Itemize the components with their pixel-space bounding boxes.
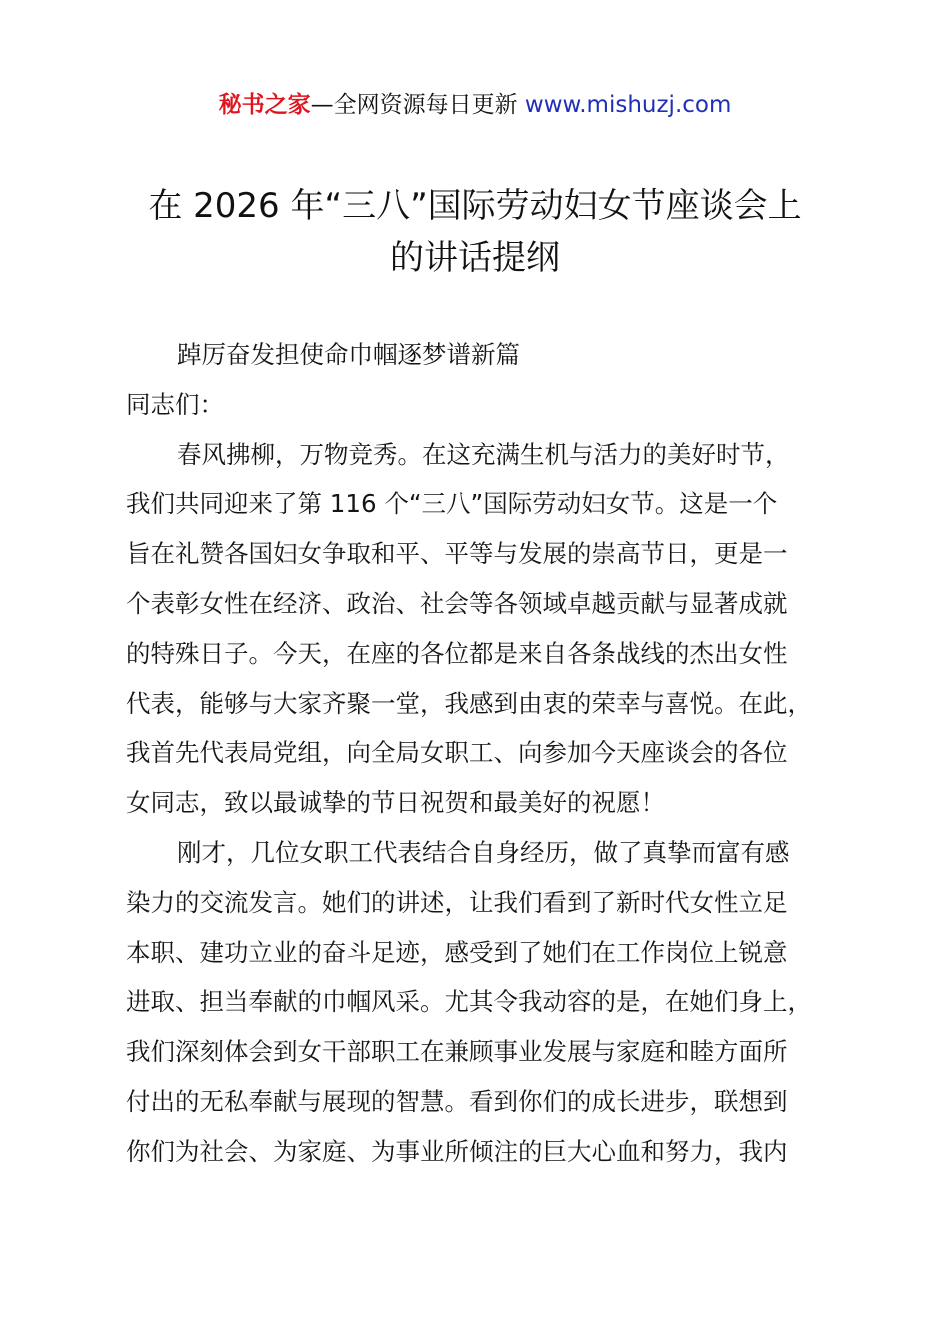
paragraph-line: 我们深刻体会到女干部职工在兼顾事业发展与家庭和睦方面所 (126, 1037, 788, 1067)
paragraph-line: 付出的无私奉献与展现的智慧。看到你们的成长进步，联想到 (126, 1086, 788, 1116)
paragraph-line: 染力的交流发言。她们的讲述，让我们看到了新时代女性立足 (126, 887, 788, 917)
paragraph-line: 春风拂柳，万物竞秀。在这充满生机与活力的美好时节， (177, 439, 790, 469)
paragraph-line: 个表彰女性在经济、政治、社会等各领域卓越贡献与显著成就 (126, 588, 788, 618)
document-title (120, 180, 830, 284)
site-tagline: —全网资源每日更新 (310, 92, 518, 118)
title-line: 的讲话提纲 (390, 238, 560, 278)
greeting: 同志们： (126, 389, 224, 419)
paragraph-line: 旨在礼赞各国妇女争取和平、平等与发展的崇高节日，更是一 (126, 539, 788, 569)
site-url[interactable]: www.mishuzj.com (524, 92, 732, 118)
paragraph-line: 你们为社会、为家庭、为事业所倾注的巨大心血和努力，我内 (126, 1136, 788, 1166)
paragraph-line: 刚才，几位女职工代表结合自身经历，做了真挚而富有感 (177, 837, 790, 867)
document-body (126, 330, 836, 1177)
paragraph-line: 我们共同迎来了第 116 个“三八”国际劳动妇女节。这是一个 (126, 489, 778, 519)
site-brand: 秘书之家 (218, 92, 311, 118)
paragraph-line: 本职、建功立业的奋斗足迹，感受到了她们在工作岗位上锐意 (126, 937, 788, 967)
paragraph-line: 进取、担当奉献的巾帼风采。尤其令我动容的是，在她们身上， (126, 987, 812, 1017)
paragraph-line: 代表，能够与大家齐聚一堂，我感到由衷的荣幸与喜悦。在此， (126, 688, 812, 718)
document-subtitle: 踔厉奋发担使命巾帼逐梦谱新篇 (177, 340, 520, 369)
site-banner (0, 88, 950, 122)
paragraph-line: 的特殊日子。今天，在座的各位都是来自各条战线的杰出女性 (126, 638, 788, 668)
paragraph-line: 我首先代表局党组，向全局女职工、向参加今天座谈会的各位 (126, 738, 788, 768)
title-line: 在 2026 年“三八”国际劳动妇女节座谈会上 (148, 186, 802, 226)
paragraph-line: 女同志，致以最诚挚的节日祝贺和最美好的祝愿！ (126, 788, 665, 818)
